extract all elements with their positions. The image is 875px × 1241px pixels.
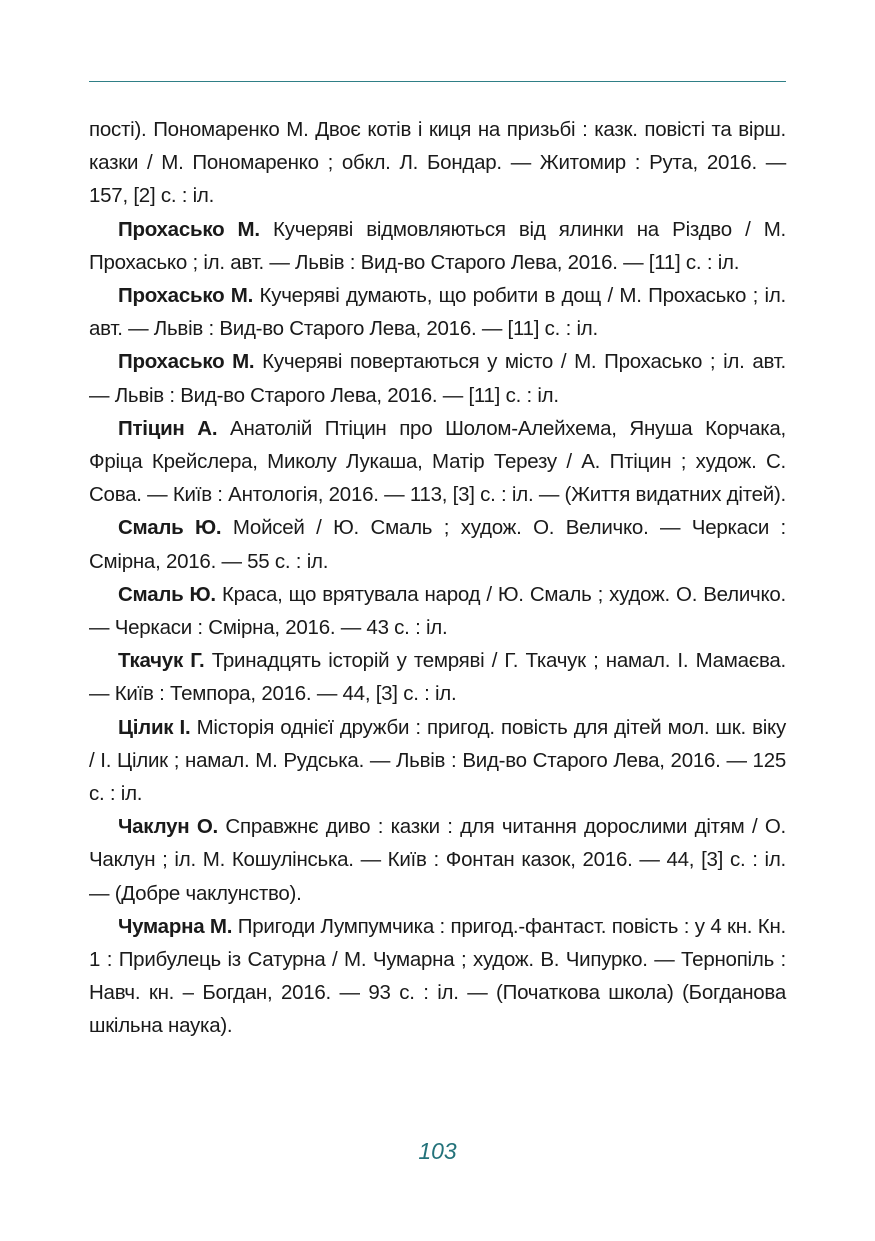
bibliography-entry (89, 279, 786, 345)
bibliography-entry (89, 910, 786, 1043)
entry-author: Прохасько М. (118, 217, 260, 241)
bibliography-list (89, 113, 786, 1043)
entry-text: Кучеряві повертаються у місто / М. Прохасько ; іл. авт. — Львів : Вид-во Старого Лева, 2016. — [11] с. : іл. (89, 350, 786, 407)
entry-text: Мойсей / Ю. Смаль ; худож. О. Величко. — Черкаси : Смірна, 2016. — 55 с. : іл. (89, 516, 786, 573)
entry-text: Пригоди Лумпумчика : пригод.-фантаст. повість : у 4 кн. Кн. 1 : Прибулець із Сатурна / М. Чумарна ; худож. В. Чипурко. — Тернопіль : Навч. кн. – Богдан, 2016. — 93 с. : іл. — (Початкова школа) (Богданова шкільна наука). (89, 914, 787, 1038)
entry-author: Прохасько М. (118, 350, 255, 374)
bibliography-entry (89, 644, 786, 710)
entry-author: Птіцин А. (118, 416, 218, 440)
entry-author: Цілик І. (118, 715, 191, 739)
entry-author: Чумарна М. (118, 914, 233, 938)
entry-text: Кучеряві думають, що робити в дощ / М. Прохасько ; іл. авт. — Львів : Вид-во Старого Лева, 2016. — [11] с. : іл. (89, 284, 786, 341)
entry-text: Справжнє диво : казки : для читання дорослими дітям / О. Чаклун ; іл. М. Кошулінська. — Київ : Фонтан казок, 2016. — 44, [3] с. : іл. — (Добре чаклунство). (89, 815, 786, 905)
bibliography-entry (89, 412, 786, 512)
bibliography-entry (89, 345, 786, 411)
entry-author: Чаклун О. (118, 815, 218, 839)
bibliography-entry (89, 511, 786, 577)
entry-text: пості). Пономаренко М. Двоє котів і киця на призьбі : казк. повісті та вірш. казки / М. Пономаренко ; обкл. Л. Бондар. — Житомир : Рута, 2016. — 157, [2] с. : іл. (89, 118, 786, 208)
entry-text: Анатолій Птіцин про Шолом-Алейхема, Януша Корчака, Фріца Крейслера, Миколу Лукаша, Матір Терезу / А. Птіцин ; худож. С. Сова. — Київ : Антологія, 2016. — 113, [3] с. : іл. — (Життя видатних дітей). (89, 416, 786, 507)
entry-author: Смаль Ю. (118, 582, 216, 606)
bibliography-entry (89, 213, 786, 279)
entry-author: Прохасько М. (118, 284, 254, 308)
page-number: 103 (418, 1138, 457, 1164)
entry-text: Місторія однієї дружби : пригод. повість для дітей мол. шк. віку / І. Цілик ; намал. М. Рудська. — Львів : Вид-во Старого Лева, 2016. — 125 с. : іл. (89, 715, 786, 806)
bibliography-entry (89, 113, 786, 213)
header-rule (89, 81, 786, 82)
bibliography-entry (89, 810, 786, 910)
entry-author: Смаль Ю. (118, 516, 222, 540)
entry-text: Тринадцять історій у темряві / Г. Ткачук ; намал. І. Мамаєва. — Київ : Темпора, 2016. — 44, [3] с. : іл. (89, 649, 787, 706)
entry-text: Краса, що врятувала народ / Ю. Смаль ; худож. О. Величко. — Черкаси : Смірна, 2016. — 43 с. : іл. (89, 582, 787, 640)
entry-author: Ткачук Г. (118, 649, 205, 673)
bibliography-entry (89, 711, 786, 811)
entry-text: Кучеряві відмовляються від ялинки на Різдво / М. Прохасько ; іл. авт. — Львів : Вид-во Старого Лева, 2016. — [11] с. : іл. (89, 217, 786, 274)
bibliography-entry (89, 578, 786, 644)
